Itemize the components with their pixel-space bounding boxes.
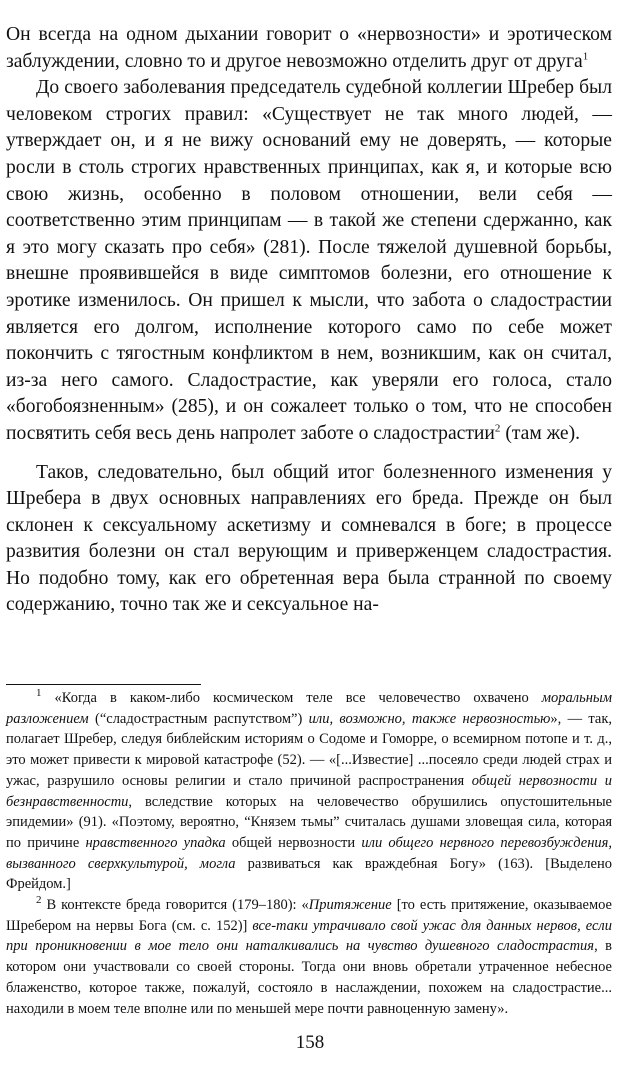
footnote-1-part: развиваться как враждебная Богу» (163). [Выделено Фрейдом.] bbox=[6, 855, 612, 893]
footnote-1-mark: 1 bbox=[36, 687, 42, 700]
paragraph-3 bbox=[6, 460, 612, 620]
paragraph-2 bbox=[6, 75, 612, 447]
footnote-1-italic: нравственного упадка bbox=[85, 834, 226, 851]
paragraph-2-tail: (там же). bbox=[500, 422, 581, 444]
footnote-2-part: В контексте бреда говорится (179–180): « bbox=[41, 897, 309, 914]
paragraph-1-text: Он всегда на одном дыхании говорит о «нервозности» и эротическом заблуждении, словно то и другое невозможно отделить друг от друга bbox=[6, 24, 612, 72]
footnote-1-part: общей нервозности bbox=[225, 834, 362, 851]
paragraph-2-text: До своего заболевания председатель судебной коллегии Шребер был человеком строгих правил: «Существует не так много людей, — утверждает он, и я не вижу оснований ему не доверять, — которые росли в столь строгих нравственных принципах, как я, и которые всю свою жизнь, особенно в половом отношении, вели себя — соответственно этим принципам — в такой же степени сдержанно, как я это могу сказать про себя» (281). После тяжелой душевной борьбы, внешне проявившейся в виде симптомов болезни, его отношение к эротике изменилось. Он пришел к мысли, что забота о сладострастии является его долгом, исполнение которого само по себе может покончить с тягостным конфликтом в нем, возникшим, как он считал, из-за него самого. Сладострастие, как уверяли его голоса, стало «богобоязненным» (285), и он сожалеет только о том, что не способен посвятить себя весь день напролет заботе о сладострастии bbox=[6, 77, 612, 444]
footnote-1-part: (“сладострастным распутством”) bbox=[88, 710, 309, 727]
footnote-2-mark: 2 bbox=[36, 894, 42, 907]
footnote-divider bbox=[6, 684, 201, 685]
footnote-1-part: «Когда в каком-либо космическом теле все человечество охвачено bbox=[41, 690, 542, 706]
page-number: 158 bbox=[295, 1032, 325, 1053]
main-text bbox=[6, 22, 612, 619]
footnote-ref-2: 2 bbox=[494, 422, 501, 435]
footnote-1-part: », — так, полагает Шребер, следуя библейским историям о Содоме и Гоморре, о всемирном потопе и т. д., это может привести к мировой катастрофе (52). — «[...Известие] ...посеяло среди людей страх и ужас, разрушило основы религии и стало причиной распространения bbox=[6, 710, 612, 789]
footnote-1-italic: или, возможно, также нервозностью bbox=[308, 710, 551, 727]
footnote-1-italic: общей нервозности и безнравственности bbox=[6, 772, 612, 810]
footnote-1 bbox=[6, 688, 612, 895]
footnote-ref-1: 1 bbox=[582, 50, 589, 63]
footnote-2-italic: все-таки утрачивало свой ужас для данных нервов, если при проникновении в мое тело они наталкивались на чувство душевного сладострастия bbox=[6, 917, 612, 955]
footnote-1-part: , вследствие которых на человечество обрушились опустошительные эпидемии» (91). «Поэтому, вероятно, “Князем тьмы” считалась душами зловещая сила, которая по причине bbox=[6, 793, 612, 851]
footnote-2-part: , в котором они участвовали со своей стороны. Тогда они вновь обретали утраченное небесное блаженство, которое также, пожалуй, состояло в наслаждении, похожем на сладострастие... находили в моем теле вполне или по меньшей мере почти равноценную замену». bbox=[6, 938, 612, 1017]
footnote-1-italic: или общего нервного перевозбуждения, вызванного сверхкультурой, могла bbox=[6, 834, 613, 872]
paragraph-3-text: Таков, следовательно, был общий итог болезненного изменения у Шребера в двух основных направлениях его бреда. Прежде он был склонен к сексуальному аскетизму и сомневался в боге; в процессе развития болезни он стал верующим и приверженцем сладострастия. Но подобно тому, как его обретенная вера была странной по своему содержанию, точно так же и сексуальное на- bbox=[6, 461, 612, 616]
footnotes bbox=[6, 688, 612, 1019]
paragraph-1 bbox=[6, 22, 612, 75]
footnote-2-part: [то есть притяжение, оказываемое Шребером на нервы Бога (см. с. 152)] bbox=[6, 897, 612, 934]
footnote-2 bbox=[6, 895, 612, 1019]
footnote-2-italic: Притяжение bbox=[308, 897, 392, 914]
footnote-1-italic: моральным разложением bbox=[6, 690, 612, 727]
